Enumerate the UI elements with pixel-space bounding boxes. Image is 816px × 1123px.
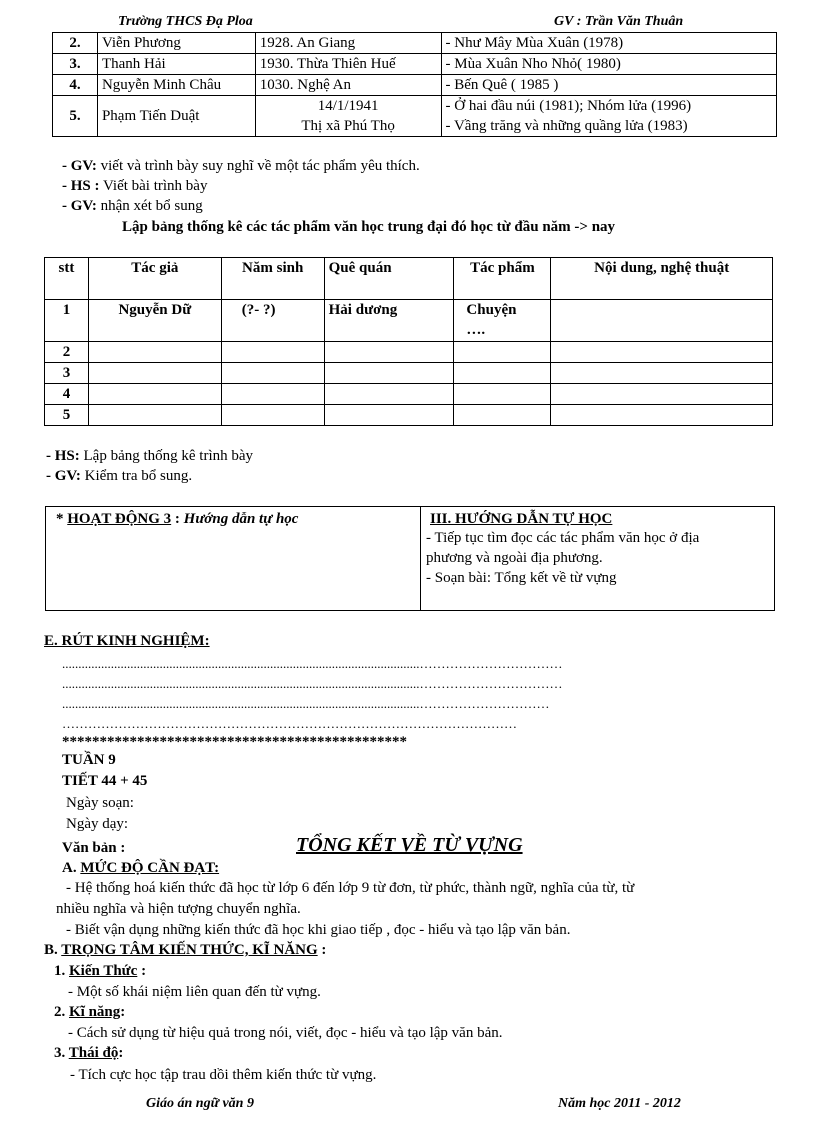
author-birth: 1928. An Giang — [255, 33, 441, 54]
row-number: 3. — [53, 54, 98, 75]
note-line — [62, 158, 420, 175]
subsection-heading — [54, 1045, 123, 1062]
table-cell — [221, 384, 324, 405]
author-name: Nguyễn Minh Châu — [97, 75, 255, 96]
authors-table — [52, 32, 777, 137]
note-line — [46, 468, 192, 485]
table-cell: Chuyện …. — [454, 300, 551, 342]
note-line — [62, 178, 207, 195]
table-row — [45, 342, 773, 363]
subsection-text: - Một số khái niệm liên quan đến từ vựng. — [68, 984, 321, 1000]
dotted-line: ..............................................................................................................…………………………… — [62, 676, 563, 691]
subsection-prefix: 3. — [54, 1045, 69, 1061]
table-cell — [551, 363, 773, 384]
note-text: viết và trình bày suy nghĩ về một tác phẩm yêu thích. — [96, 158, 420, 174]
table-cell: 5 — [45, 405, 89, 426]
subsection-heading — [54, 963, 146, 980]
author-name: Phạm Tiến Duật — [97, 96, 255, 137]
subsection-title: Kĩ năng — [69, 1004, 121, 1020]
objective-line: - Biết vận dụng những kiến thức đã học khi giao tiếp , đọc - hiểu và tạo lập văn bản. — [66, 922, 571, 938]
self-study-line: - Soạn bài: Tổng kết về từ vựng — [426, 570, 617, 586]
subsection-heading — [54, 1004, 125, 1021]
table-cell — [551, 405, 773, 426]
row-number: 5. — [53, 96, 98, 137]
column-header: Tác giả — [88, 258, 221, 300]
table-cell — [454, 405, 551, 426]
note-label: - GV: — [62, 158, 97, 174]
column-header: Tác phẩm — [454, 258, 551, 300]
subsection-suffix: : — [137, 963, 147, 979]
table-cell: Hải dương — [324, 300, 454, 342]
note-text: Kiểm tra bổ sung. — [80, 468, 193, 484]
section-suffix: : — [317, 942, 327, 958]
table-cell — [221, 405, 324, 426]
author-work-line: - Ở hai đầu núi (1981); Nhóm lửa (1996) — [445, 98, 692, 114]
teach-date: Ngày dạy: — [66, 816, 129, 832]
objective-line: nhiều nghĩa và hiện tượng chuyển nghĩa. — [56, 901, 301, 917]
subsection-suffix: : — [118, 1045, 124, 1061]
section-title: TRỌNG TÂM KIẾN THỨC, KĨ NĂNG — [61, 942, 318, 958]
table-title: Lập bảng thống kê các tác phẩm văn học trung đại đó học từ đầu năm -> nay — [122, 219, 616, 235]
author-works: - Mùa Xuân Nho Nhỏ( 1980) — [441, 54, 777, 75]
column-header: stt — [45, 258, 89, 300]
column-header: Quê quán — [324, 258, 454, 300]
note-label: - HS : — [62, 178, 100, 194]
table-cell: (?- ?) — [221, 300, 324, 342]
table-cell — [221, 342, 324, 363]
table-row — [53, 33, 777, 54]
table-cell — [88, 363, 221, 384]
table-cell — [454, 363, 551, 384]
activity-divider — [420, 507, 421, 610]
self-study-line: - Tiếp tục tìm đọc các tác phẩm văn học ở địa — [426, 530, 700, 546]
table-row — [53, 96, 777, 137]
note-text: nhận xét bổ sung — [96, 198, 203, 214]
note-label: - GV: — [62, 198, 97, 214]
section-a-heading — [62, 860, 219, 877]
activity-title: HOẠT ĐỘNG 3 — [67, 511, 172, 527]
author-birth — [255, 96, 441, 137]
footer-subject: Giáo án ngữ văn 9 — [146, 1096, 254, 1111]
objective-line: - Hệ thống hoá kiến thức đã học từ lớp 6 đến lớp 9 từ đơn, từ phức, thành ngữ, nghĩa của từ, từ — [66, 880, 635, 896]
activity-subtitle: Hướng dẫn tự học — [183, 511, 299, 527]
table-cell: 3 — [45, 363, 89, 384]
dotted-line: ..............................................................................................................…………………………… — [62, 656, 563, 671]
table-row — [45, 300, 773, 342]
section-title: MỨC ĐỘ CẦN ĐẠT: — [80, 860, 220, 876]
table-cell — [324, 384, 454, 405]
school-name: Trường THCS Đạ Ploa — [118, 14, 253, 29]
footer-school-year: Năm học 2011 - 2012 — [558, 1096, 681, 1111]
column-header: Năm sinh — [221, 258, 324, 300]
note-line — [62, 198, 203, 215]
table-cell — [551, 384, 773, 405]
table-row — [53, 75, 777, 96]
row-number: 2. — [53, 33, 98, 54]
author-birth-date: 14/1/1941 — [317, 98, 379, 114]
table-header-row — [45, 258, 773, 300]
author-work-line: - Vầng trăng và những quầng lửa (1983) — [445, 118, 688, 134]
works-table — [44, 257, 773, 426]
table-cell — [551, 300, 773, 342]
dotted-line: …………………………………………………………………………………………… — [62, 716, 517, 731]
text-label: Văn bản : — [62, 840, 126, 856]
subsection-prefix: 2. — [54, 1004, 69, 1020]
lesson-title: TỔNG KẾT VỀ TỪ VỰNG — [296, 834, 523, 856]
note-label: - GV: — [46, 468, 81, 484]
author-birth: 1930. Thừa Thiên Huế — [255, 54, 441, 75]
table-cell — [88, 342, 221, 363]
week: TUẦN 9 — [62, 752, 116, 768]
author-works — [441, 96, 777, 137]
table-row — [45, 363, 773, 384]
star-divider: ********************************************** — [62, 734, 407, 750]
author-birth-place: Thị xã Phú Thọ — [301, 118, 395, 134]
teacher-name: GV : Trần Văn Thuân — [554, 14, 684, 29]
author-works: - Bến Quê ( 1985 ) — [441, 75, 777, 96]
self-study-line: phương và ngoài địa phương. — [426, 550, 603, 566]
period: TIẾT 44 + 45 — [62, 773, 148, 789]
activity-sep: : — [171, 511, 184, 527]
section-prefix: A. — [62, 860, 81, 876]
subsection-text: - Cách sử dụng từ hiệu quả trong nói, viết, đọc - hiểu và tạo lập văn bản. — [68, 1025, 503, 1041]
table-cell — [221, 363, 324, 384]
table-cell: Nguyễn Dữ — [88, 300, 221, 342]
note-label: - HS: — [46, 448, 80, 464]
table-row — [45, 405, 773, 426]
subsection-title: Thái độ — [68, 1045, 119, 1061]
subsection-suffix: : — [120, 1004, 126, 1020]
activity-prefix: * — [56, 511, 68, 527]
table-cell — [551, 342, 773, 363]
prep-date: Ngày soạn: — [66, 795, 134, 811]
table-cell — [324, 342, 454, 363]
author-works: - Như Mây Mùa Xuân (1978) — [441, 33, 777, 54]
table-cell: 4 — [45, 384, 89, 405]
subsection-prefix: 1. — [54, 963, 69, 979]
dotted-line: ..............................................................................................................………………………… — [62, 696, 550, 711]
row-number: 4. — [53, 75, 98, 96]
table-cell: 1 — [45, 300, 89, 342]
table-row — [53, 54, 777, 75]
table-cell — [88, 405, 221, 426]
note-line — [46, 448, 253, 465]
subsection-title: Kiến Thức — [69, 963, 138, 979]
experience-title: E. RÚT KINH NGHIỆM: — [44, 633, 210, 649]
section-prefix: B. — [44, 942, 62, 958]
subsection-text: - Tích cực học tập trau dồi thêm kiến thức từ vựng. — [70, 1067, 377, 1083]
author-birth: 1030. Nghệ An — [255, 75, 441, 96]
section-b-heading — [44, 942, 326, 959]
note-text: Lập bảng thống kê trình bày — [79, 448, 254, 464]
activity-box — [45, 506, 775, 611]
author-name: Viễn Phương — [97, 33, 255, 54]
table-cell — [324, 405, 454, 426]
table-cell — [88, 384, 221, 405]
table-row — [45, 384, 773, 405]
self-study-title: III. HƯỚNG DẪN TỰ HỌC — [430, 511, 613, 527]
note-text: Viết bài trình bày — [99, 178, 208, 194]
table-cell: 2 — [45, 342, 89, 363]
author-name: Thanh Hải — [97, 54, 255, 75]
table-cell — [324, 363, 454, 384]
activity-left — [56, 511, 298, 528]
column-header: Nội dung, nghệ thuật — [551, 258, 773, 300]
table-cell — [454, 384, 551, 405]
table-cell — [454, 342, 551, 363]
